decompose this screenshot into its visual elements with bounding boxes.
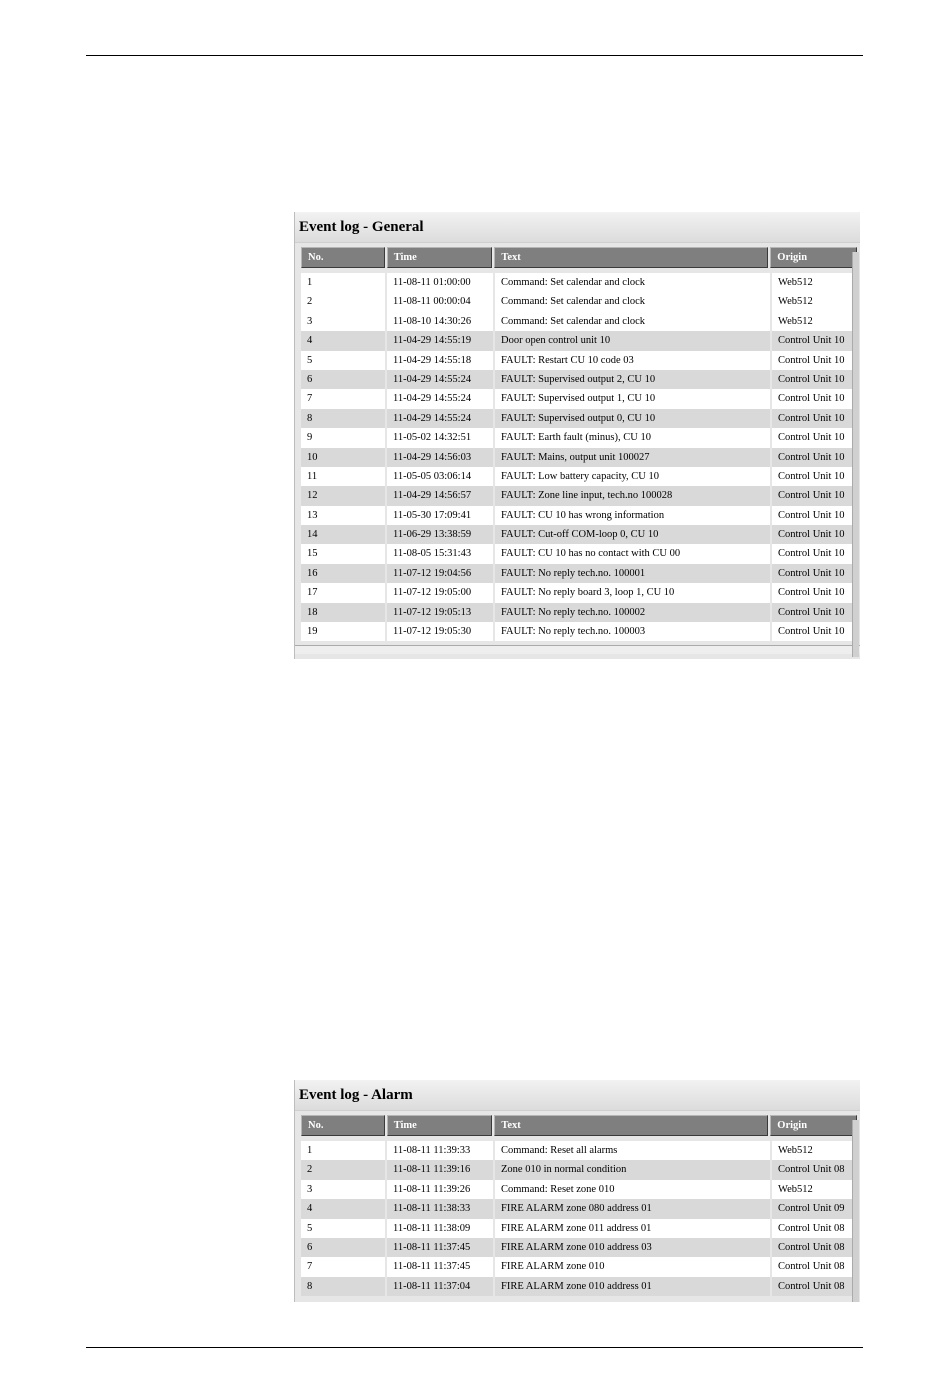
- cell-text: FAULT: Low battery capacity, CU 10: [495, 467, 770, 486]
- cell-text: FAULT: Cut-off COM-loop 0, CU 10: [495, 525, 770, 544]
- cell-origin: Control Unit 10: [772, 467, 854, 486]
- cell-origin: Web512: [772, 1141, 854, 1160]
- table-row[interactable]: [301, 467, 859, 486]
- table-row[interactable]: [301, 1180, 859, 1199]
- table-row[interactable]: [301, 1141, 859, 1160]
- cell-text: Command: Set calendar and clock: [495, 273, 770, 292]
- cell-no: 5: [301, 1219, 385, 1238]
- cell-time: 11-08-11 00:00:04: [387, 292, 493, 311]
- cell-time: 11-08-11 11:37:04: [387, 1277, 493, 1296]
- cell-no: 6: [301, 370, 385, 389]
- cell-text: FAULT: Restart CU 10 code 03: [495, 351, 770, 370]
- scrollbar[interactable]: [852, 1120, 859, 1302]
- cell-time: 11-08-11 11:39:16: [387, 1160, 493, 1179]
- cell-origin: Control Unit 09: [772, 1199, 854, 1218]
- cell-no: 15: [301, 544, 385, 563]
- cell-origin: Control Unit 10: [772, 486, 854, 505]
- cell-origin: Control Unit 10: [772, 448, 854, 467]
- cell-no: 16: [301, 564, 385, 583]
- cell-time: 11-07-12 19:05:13: [387, 603, 493, 622]
- cell-no: 3: [301, 312, 385, 331]
- cell-no: 12: [301, 486, 385, 505]
- cell-time: 11-08-11 11:37:45: [387, 1238, 493, 1257]
- cell-text: Door open control unit 10: [495, 331, 770, 350]
- table-header: [301, 247, 859, 268]
- cell-time: 11-08-11 11:38:33: [387, 1199, 493, 1218]
- cell-no: 17: [301, 583, 385, 602]
- table-row[interactable]: [301, 428, 859, 447]
- table-row[interactable]: [301, 370, 859, 389]
- cell-no: 8: [301, 409, 385, 428]
- cell-no: 4: [301, 1199, 385, 1218]
- cell-text: FAULT: Earth fault (minus), CU 10: [495, 428, 770, 447]
- table-body: [301, 273, 859, 641]
- table-row[interactable]: [301, 292, 859, 311]
- cell-text: FAULT: No reply tech.no. 100003: [495, 622, 770, 641]
- cell-time: 11-08-05 15:31:43: [387, 544, 493, 563]
- cell-no: 1: [301, 1141, 385, 1160]
- cell-no: 11: [301, 467, 385, 486]
- cell-origin: Web512: [772, 312, 854, 331]
- table-row[interactable]: [301, 331, 859, 350]
- event-log-alarm-panel: [294, 1080, 860, 1302]
- cell-no: 13: [301, 506, 385, 525]
- cell-origin: Control Unit 08: [772, 1219, 854, 1238]
- top-rule: [86, 55, 863, 56]
- cell-origin: Control Unit 10: [772, 622, 854, 641]
- cell-no: 1: [301, 273, 385, 292]
- cell-origin: Control Unit 08: [772, 1277, 854, 1296]
- column-header-no[interactable]: No.: [301, 247, 385, 268]
- cell-time: 11-04-29 14:55:24: [387, 389, 493, 408]
- cell-origin: Control Unit 10: [772, 583, 854, 602]
- cell-text: Zone 010 in normal condition: [495, 1160, 770, 1179]
- scrollbar[interactable]: [852, 252, 859, 657]
- cell-no: 14: [301, 525, 385, 544]
- cell-time: 11-04-29 14:56:03: [387, 448, 493, 467]
- table-row[interactable]: [301, 564, 859, 583]
- cell-time: 11-08-11 01:00:00: [387, 273, 493, 292]
- cell-text: FAULT: No reply tech.no. 100002: [495, 603, 770, 622]
- cell-text: FAULT: No reply board 3, loop 1, CU 10: [495, 583, 770, 602]
- table-row[interactable]: [301, 1199, 859, 1218]
- cell-text: FIRE ALARM zone 080 address 01: [495, 1199, 770, 1218]
- cell-time: 11-04-29 14:56:57: [387, 486, 493, 505]
- panel-footer: [295, 645, 860, 654]
- cell-time: 11-04-29 14:55:19: [387, 331, 493, 350]
- bottom-rule: [86, 1347, 863, 1348]
- cell-origin: Control Unit 08: [772, 1257, 854, 1276]
- table-row[interactable]: [301, 544, 859, 563]
- cell-time: 11-08-11 11:39:33: [387, 1141, 493, 1160]
- cell-time: 11-08-11 11:37:45: [387, 1257, 493, 1276]
- table-row[interactable]: [301, 273, 859, 292]
- table-row[interactable]: [301, 1238, 859, 1257]
- table-row[interactable]: [301, 312, 859, 331]
- cell-text: FAULT: CU 10 has wrong information: [495, 506, 770, 525]
- cell-text: FIRE ALARM zone 010 address 03: [495, 1238, 770, 1257]
- cell-time: 11-07-12 19:05:30: [387, 622, 493, 641]
- column-header-origin[interactable]: Origin: [770, 1115, 857, 1136]
- cell-origin: Control Unit 10: [772, 603, 854, 622]
- cell-origin: Control Unit 10: [772, 351, 854, 370]
- cell-no: 19: [301, 622, 385, 641]
- cell-no: 2: [301, 1160, 385, 1179]
- cell-origin: Control Unit 08: [772, 1160, 854, 1179]
- cell-no: 9: [301, 428, 385, 447]
- panel-title: Event log - Alarm: [295, 1080, 860, 1111]
- cell-origin: Web512: [772, 292, 854, 311]
- cell-time: 11-06-29 13:38:59: [387, 525, 493, 544]
- table-row[interactable]: [301, 409, 859, 428]
- cell-text: FAULT: Supervised output 2, CU 10: [495, 370, 770, 389]
- cell-no: 2: [301, 292, 385, 311]
- cell-text: FIRE ALARM zone 010 address 01: [495, 1277, 770, 1296]
- table-row[interactable]: [301, 525, 859, 544]
- cell-origin: Web512: [772, 273, 854, 292]
- cell-no: 8: [301, 1277, 385, 1296]
- cell-origin: Control Unit 10: [772, 428, 854, 447]
- event-table: [301, 247, 859, 641]
- cell-text: FAULT: No reply tech.no. 100001: [495, 564, 770, 583]
- table-row[interactable]: [301, 389, 859, 408]
- cell-time: 11-04-29 14:55:24: [387, 370, 493, 389]
- table-body: [301, 1141, 859, 1296]
- cell-time: 11-08-10 14:30:26: [387, 312, 493, 331]
- cell-time: 11-07-12 19:05:00: [387, 583, 493, 602]
- cell-no: 4: [301, 331, 385, 350]
- cell-no: 7: [301, 389, 385, 408]
- cell-no: 5: [301, 351, 385, 370]
- cell-text: FAULT: Supervised output 1, CU 10: [495, 389, 770, 408]
- event-table: [301, 1115, 859, 1296]
- cell-origin: Control Unit 10: [772, 331, 854, 350]
- column-header-origin[interactable]: Origin: [770, 247, 857, 268]
- cell-text: FAULT: Mains, output unit 100027: [495, 448, 770, 467]
- cell-origin: Control Unit 10: [772, 389, 854, 408]
- cell-time: 11-04-29 14:55:18: [387, 351, 493, 370]
- table-row[interactable]: [301, 506, 859, 525]
- table-row[interactable]: [301, 351, 859, 370]
- cell-origin: Control Unit 10: [772, 409, 854, 428]
- table-row[interactable]: [301, 448, 859, 467]
- table-row[interactable]: [301, 603, 859, 622]
- cell-no: 3: [301, 1180, 385, 1199]
- column-header-time[interactable]: Time: [387, 1115, 493, 1136]
- cell-no: 6: [301, 1238, 385, 1257]
- table-row[interactable]: [301, 1257, 859, 1276]
- table-row[interactable]: [301, 1277, 859, 1296]
- cell-no: 7: [301, 1257, 385, 1276]
- table-row[interactable]: [301, 486, 859, 505]
- cell-text: Command: Set calendar and clock: [495, 312, 770, 331]
- column-header-time[interactable]: Time: [387, 247, 493, 268]
- cell-origin: Control Unit 10: [772, 370, 854, 389]
- cell-text: FAULT: CU 10 has no contact with CU 00: [495, 544, 770, 563]
- table-header: [301, 1115, 859, 1136]
- cell-no: 10: [301, 448, 385, 467]
- cell-time: 11-07-12 19:04:56: [387, 564, 493, 583]
- cell-text: FAULT: Supervised output 0, CU 10: [495, 409, 770, 428]
- column-header-text[interactable]: Text: [494, 247, 768, 268]
- cell-time: 11-05-05 03:06:14: [387, 467, 493, 486]
- cell-text: Command: Reset all alarms: [495, 1141, 770, 1160]
- cell-origin: Web512: [772, 1180, 854, 1199]
- cell-text: Command: Set calendar and clock: [495, 292, 770, 311]
- column-header-no[interactable]: No.: [301, 1115, 385, 1136]
- table-row[interactable]: [301, 1219, 859, 1238]
- cell-text: Command: Reset zone 010: [495, 1180, 770, 1199]
- cell-origin: Control Unit 10: [772, 544, 854, 563]
- cell-origin: Control Unit 10: [772, 506, 854, 525]
- cell-time: 11-08-11 11:38:09: [387, 1219, 493, 1238]
- table-row[interactable]: [301, 1160, 859, 1179]
- panel-title: Event log - General: [295, 212, 860, 243]
- cell-text: FIRE ALARM zone 010: [495, 1257, 770, 1276]
- cell-origin: Control Unit 08: [772, 1238, 854, 1257]
- cell-time: 11-04-29 14:55:24: [387, 409, 493, 428]
- cell-no: 18: [301, 603, 385, 622]
- column-header-text[interactable]: Text: [494, 1115, 768, 1136]
- cell-time: 11-05-30 17:09:41: [387, 506, 493, 525]
- cell-text: FAULT: Zone line input, tech.no 100028: [495, 486, 770, 505]
- event-log-general-panel: [294, 212, 860, 659]
- cell-time: 11-08-11 11:39:26: [387, 1180, 493, 1199]
- cell-origin: Control Unit 10: [772, 525, 854, 544]
- cell-text: FIRE ALARM zone 011 address 01: [495, 1219, 770, 1238]
- table-row[interactable]: [301, 583, 859, 602]
- cell-origin: Control Unit 10: [772, 564, 854, 583]
- cell-time: 11-05-02 14:32:51: [387, 428, 493, 447]
- table-row[interactable]: [301, 622, 859, 641]
